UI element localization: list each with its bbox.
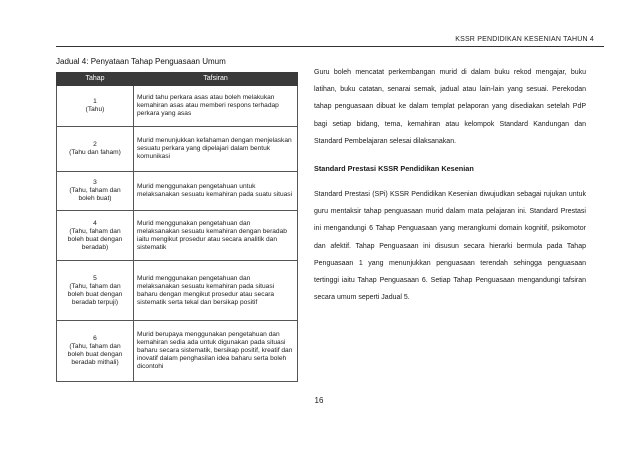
level-label: (Tahu, faham dan: [69, 343, 121, 350]
section-heading: Standard Prestasi KSSR Pendidikan Kesenian: [314, 164, 474, 174]
page-header: [0, 36, 638, 46]
level-label: (Tahu, faham dan: [69, 282, 121, 290]
page-number: 16: [314, 396, 324, 405]
table-title: Jadual 4: Penyataan Tahap Penguasaan Umum: [56, 57, 226, 66]
level-label: beradab terpuji): [71, 298, 119, 306]
level-cell: [57, 86, 134, 127]
table-row: [57, 321, 298, 382]
level-label: boleh buat dengan: [67, 290, 123, 298]
level-label: beradab): [81, 243, 109, 251]
level-description: Murid menggunakan pengetahuan untuk melaksanakan sesuatu kemahiran pada suatu situasi: [134, 172, 298, 211]
paragraph-performance-standard: Standard Prestasi (SPi) KSSR Pendidikan Kesenian diwujudkan sebagai rujukan untuk guru mentaksir tahap penguasaan murid dalam mata pelajaran ini. Standard Prestasi ini mengandungi 6 Tahap Penguasaan yang merangkumi domain kognitif, psikomotor dan afektif. Tahap Penguasaan ini disusun secara hierarki bermula pada Tahap Penguasaan 1 yang menunjukkan penguasaan terendah sehingga penguasaan tertinggi iaitu Tahap Penguasaan 6. Setiap Tahap Penguasaan mengandungi tafsiran secara umum seperti Jadual 5.: [314, 191, 586, 302]
table-row: [57, 86, 298, 127]
right-column: [314, 64, 586, 306]
table-header-row: [57, 73, 298, 86]
level-label: (Tahu, faham dan: [69, 187, 121, 194]
level-label: boleh buat dengan: [67, 351, 123, 358]
table-row: [57, 211, 298, 261]
level-number: 3: [93, 179, 97, 186]
level-label: (Tahu): [85, 106, 105, 113]
header-rule: [56, 46, 604, 47]
column-header-interpretation: Tafsiran: [134, 73, 298, 86]
table-row: [57, 172, 298, 211]
level-cell: [57, 261, 134, 321]
level-label: boleh buat dengan: [67, 235, 123, 243]
paragraph-recording: Guru boleh mencatat perkembangan murid di dalam buku rekod mengajar, buku latihan, buku catatan, senarai semak, jadual atau lain-lain yang sesuai. Perekodan tahap penguasaan dibuat ke dalam templat pelaporan yang disediakan setelah PdP bagi setiap bidang, tema, kemahiran atau kelompok Standard Kandungan dan Standard Pembelajaran selesai dilaksanakan.: [314, 69, 586, 145]
level-description: Murid tahu perkara asas atau boleh melakukan kemahiran asas atau memberi respons terhadap perkara yang asas: [134, 86, 298, 127]
level-description: Murid menggunakan pengetahuan dan melaksanakan sesuatu kemahiran pada situasi baharu dengan mengikut prosedur atau secara sistematik serta tekal dan bersikap positif: [134, 261, 298, 321]
table-row: [57, 127, 298, 172]
mastery-level-table: [56, 72, 298, 382]
level-number: 5: [93, 274, 97, 282]
level-number: 2: [93, 141, 97, 148]
level-label: (Tahu dan faham): [69, 149, 121, 156]
header-title: KSSR PENDIDIKAN KESENIAN TAHUN 4: [455, 36, 594, 43]
level-description: Murid menggunakan pengetahuan dan melaksanakan sesuatu kemahiran dengan beradab iaitu mengikut prosedur atau secara analitik dan sistematik: [134, 211, 298, 261]
level-cell: [57, 211, 134, 261]
level-label: boleh buat): [78, 195, 112, 202]
column-header-level: Tahap: [57, 73, 134, 86]
level-cell: [57, 127, 134, 172]
level-number: 1: [93, 98, 97, 105]
level-number: 4: [93, 219, 97, 227]
level-label: (Tahu, faham dan: [69, 227, 121, 235]
level-cell: [57, 172, 134, 211]
level-number: 6: [93, 335, 97, 342]
level-cell: [57, 321, 134, 382]
level-description: Murid berupaya menggunakan pengetahuan dan kemahiran sedia ada untuk digunakan pada situasi baharu secara sistematik, bersikap positif, kreatif dan inovatif dalam penghasilan idea baharu serta boleh dicontohi: [134, 321, 298, 382]
level-label: beradab mithali): [71, 359, 119, 366]
table-row: [57, 261, 298, 321]
level-description: Murid menunjukkan kefahaman dengan menjelaskan sesuatu perkara yang dipelajari dalam bentuk komunikasi: [134, 127, 298, 172]
